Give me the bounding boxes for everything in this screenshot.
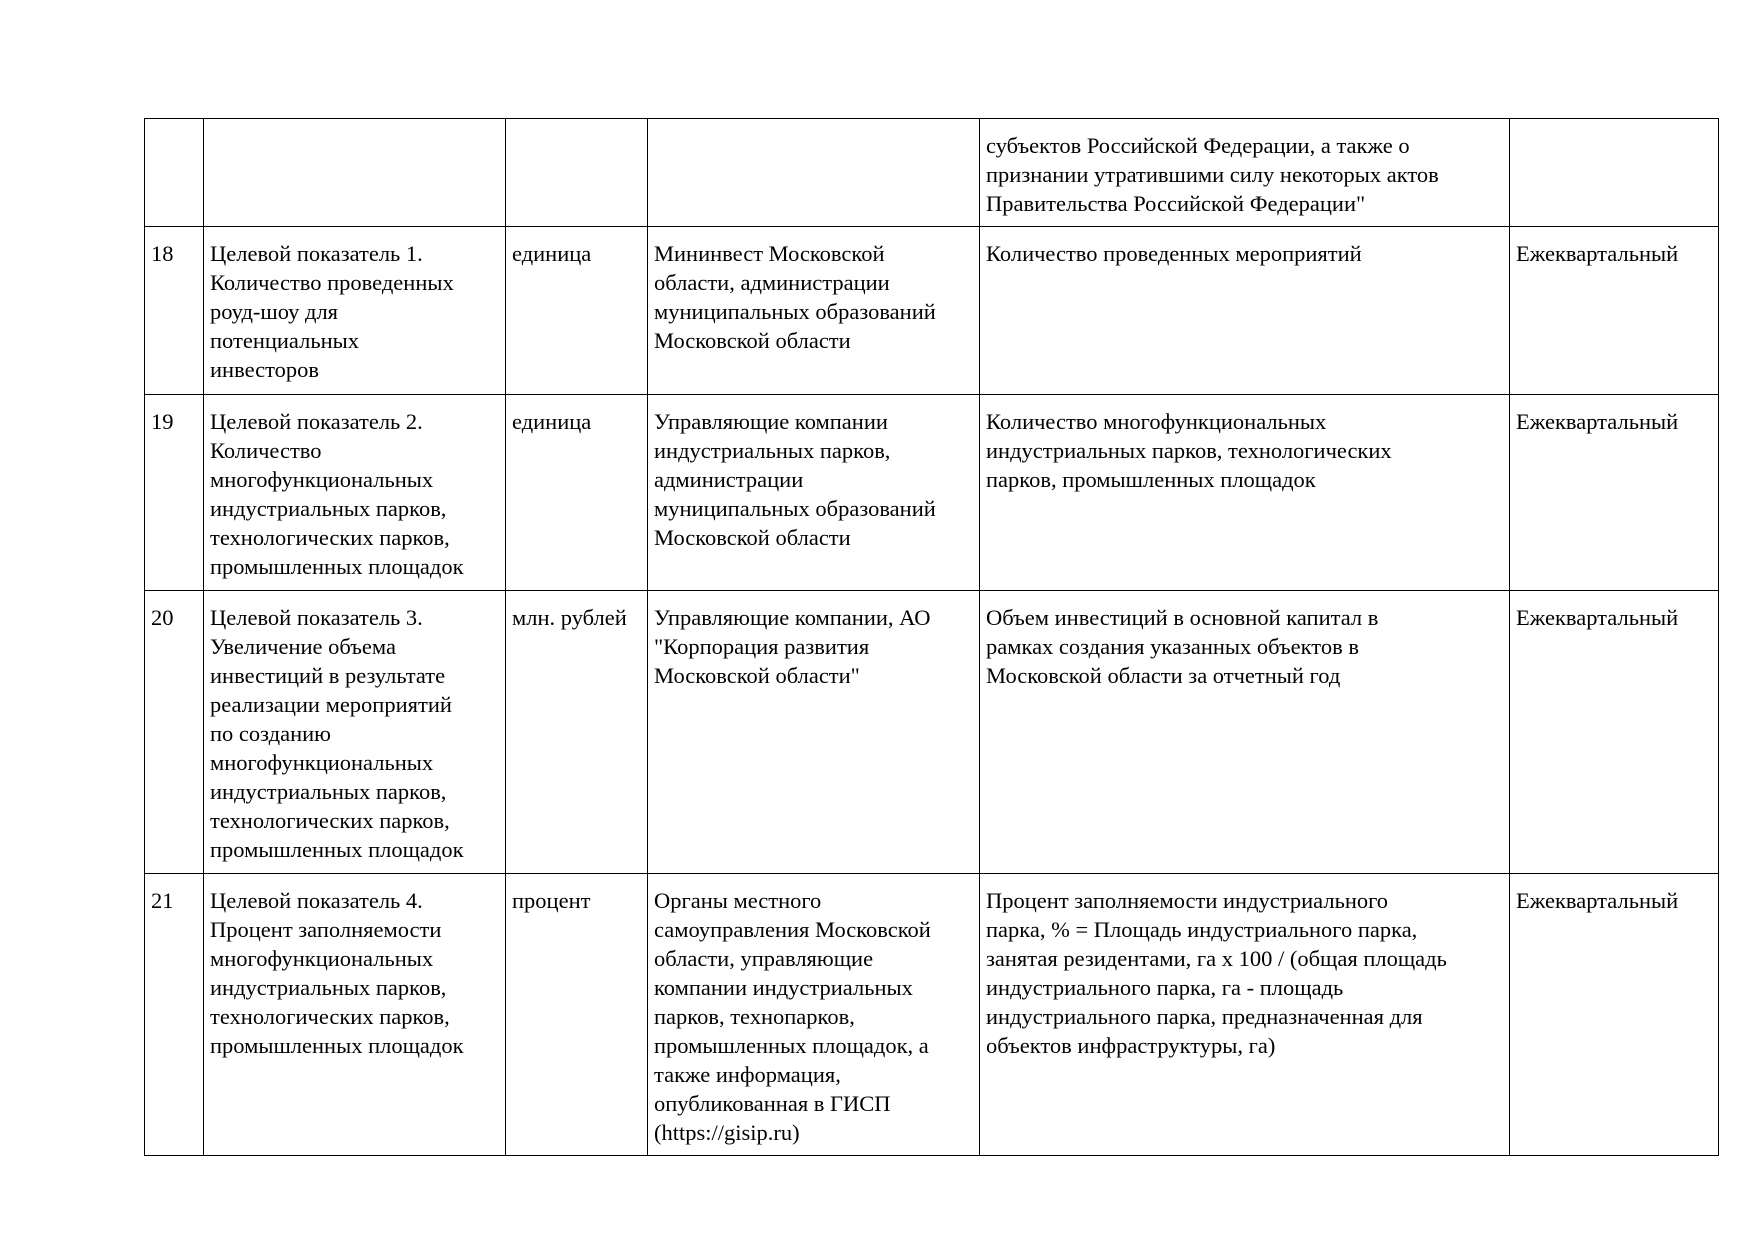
cell-method: Процент заполняемости индустриального парка, % = Площадь индустриального парка, занятая резидентами, га x 100 / (общая площадь индустриального парка, га - площадь индустриального парка, предназначенная для объектов инфраструктуры, га)	[980, 874, 1510, 1156]
indicators-table	[144, 118, 1719, 1156]
cell-period: Ежеквартальный	[1510, 227, 1719, 395]
cell-num: 20	[145, 591, 204, 874]
cell-source: Управляющие компании, АО "Корпорация развития Московской области"	[648, 591, 980, 874]
cell-method: Количество проведенных мероприятий	[980, 227, 1510, 395]
table-row-continuation	[145, 119, 1719, 227]
cell-period	[1510, 119, 1719, 227]
cell-unit: единица	[506, 395, 648, 591]
cell-num: 21	[145, 874, 204, 1156]
cell-method: Количество многофункциональных индустриальных парков, технологических парков, промышленных площадок	[980, 395, 1510, 591]
cell-source: Мининвест Московской области, администрации муниципальных образований Московской области	[648, 227, 980, 395]
cell-method: субъектов Российской Федерации, а также о признании утратившими силу некоторых актов Правительства Российской Федерации"	[980, 119, 1510, 227]
cell-unit: млн. рублей	[506, 591, 648, 874]
cell-num	[145, 119, 204, 227]
cell-num: 18	[145, 227, 204, 395]
cell-name	[204, 119, 506, 227]
cell-period: Ежеквартальный	[1510, 395, 1719, 591]
cell-source	[648, 119, 980, 227]
cell-method: Объем инвестиций в основной капитал в рамках создания указанных объектов в Московской области за отчетный год	[980, 591, 1510, 874]
table-row	[145, 591, 1719, 874]
cell-name: Целевой показатель 4. Процент заполняемости многофункциональных индустриальных парков, технологических парков, промышленных площадок	[204, 874, 506, 1156]
cell-period: Ежеквартальный	[1510, 874, 1719, 1156]
table-row	[145, 227, 1719, 395]
cell-unit	[506, 119, 648, 227]
cell-unit: процент	[506, 874, 648, 1156]
table-row	[145, 874, 1719, 1156]
cell-num: 19	[145, 395, 204, 591]
cell-name: Целевой показатель 3. Увеличение объема инвестиций в результате реализации мероприятий по созданию многофункциональных индустриальных парков, технологических парков, промышленных площадок	[204, 591, 506, 874]
cell-source: Управляющие компании индустриальных парков, администрации муниципальных образований Московской области	[648, 395, 980, 591]
cell-source: Органы местного самоуправления Московской области, управляющие компании индустриальных парков, технопарков, промышленных площадок, а также информация, опубликованная в ГИСП (https://gisip.ru)	[648, 874, 980, 1156]
table-row	[145, 395, 1719, 591]
cell-unit: единица	[506, 227, 648, 395]
cell-period: Ежеквартальный	[1510, 591, 1719, 874]
cell-name: Целевой показатель 1. Количество проведенных роуд-шоу для потенциальных инвесторов	[204, 227, 506, 395]
cell-name: Целевой показатель 2. Количество многофункциональных индустриальных парков, технологических парков, промышленных площадок	[204, 395, 506, 591]
